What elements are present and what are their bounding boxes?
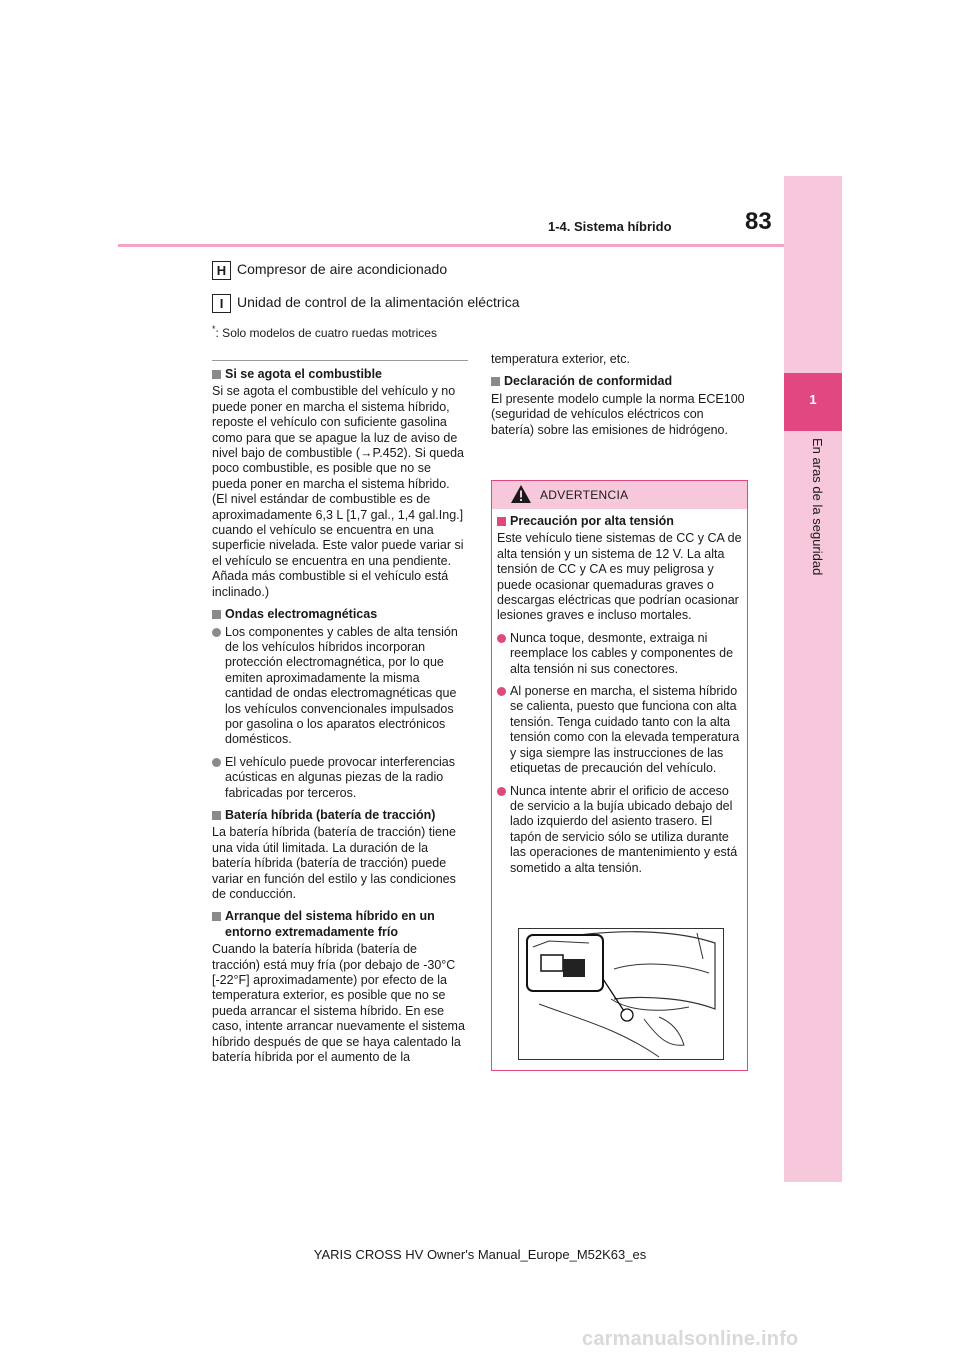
section-square-icon (212, 912, 221, 921)
warning-triangle-icon (510, 484, 532, 509)
component-item-i (212, 294, 520, 313)
fuel-heading: Si se agota el combustible (212, 367, 468, 382)
battery-heading: Batería híbrida (batería de tracción) (212, 808, 468, 823)
manual-footer: YARIS CROSS HV Owner's Manual_Europe_M52K63_es (313, 1247, 647, 1262)
component-label: Unidad de control de la alimentación eléctrica (237, 294, 520, 311)
section-square-icon (212, 370, 221, 379)
section-square-icon (491, 377, 500, 386)
component-key: H (212, 261, 231, 280)
high-voltage-text: Este vehículo tiene sistemas de CC y CA de alta tensión y un sistema de 12 V. La alta tensión de CC y CA es muy peligrosa y puede ocasionar quemaduras graves o descargas eléctricas que podrían ocasionar lesiones graves e incluso mortales. (497, 531, 742, 623)
waves-heading: Ondas electromagnéticas (212, 607, 468, 622)
bullet-dot-icon (497, 787, 506, 796)
section-square-icon (212, 610, 221, 619)
conformity-text: El presente modelo cumple la norma ECE100 (seguridad de vehículos eléctricos con batería) sobre las emisiones de hidrógeno. (491, 391, 745, 437)
warning-body (497, 514, 743, 883)
page-number: 83 (745, 208, 772, 235)
warning-title: ADVERTENCIA (540, 488, 629, 502)
component-item-h (212, 261, 447, 280)
header-rule (118, 244, 784, 247)
footnote-mark: * (212, 324, 216, 334)
warning-bullet-3: Nunca intente abrir el orificio de acceso de servicio a la bujía ubicado debajo del lado izquierdo del asiento trasero. El tapón de servicio sólo se utiliza durante las operaciones de mantenimiento y está sometido a alta tensión. (497, 784, 743, 876)
section-title: 1-4. Sistema híbrido (548, 219, 672, 234)
chapter-side-tab (784, 176, 842, 1182)
footnote-text: : Solo modelos de cuatro ruedas motrices (215, 326, 437, 340)
column-divider (212, 360, 468, 361)
bullet-dot-icon (497, 634, 506, 643)
waves-bullet-1: Los componentes y cables de alta tensión de los vehículos híbridos incorporan protección electromagnética, por lo que emiten aproximadamente la misma cantidad de ondas electromagnéticas que los vehículos convencionales impulsados por gasolina o los aparatos electrónicos domésticos. (212, 625, 468, 748)
component-label: Compresor de aire acondicionado (237, 261, 448, 278)
right-column (491, 352, 749, 445)
section-square-icon (212, 811, 221, 820)
bullet-dot-icon (212, 758, 221, 767)
warning-bullet-1: Nunca toque, desmonte, extraiga ni reemplace los cables y componentes de alta tensión ni sus conectores. (497, 631, 743, 677)
watermark: carmanualsonline.info (582, 1328, 799, 1350)
conformity-heading: Declaración de conformidad (491, 374, 749, 389)
service-plug-illustration (518, 928, 724, 1060)
cold-start-text: Cuando la batería híbrida (batería de tracción) está muy fría (por debajo de -30°C [-22°F] aproximadamente) por efecto de la temperatura exterior, es posible que no se pueda arrancar el sistema híbrido. En ese caso, intente arrancar nuevamente el sistema híbrido después de que se haya calentado la batería híbrida por el aumento de la (212, 942, 465, 1065)
cold-start-continued: temperatura exterior, etc. (491, 352, 630, 366)
warning-bullet-2: Al ponerse en marcha, el sistema híbrido se calienta, puesto que funciona con alta tensión. Tenga cuidado tanto con la alta tensión como con la elevada temperatura y siga siempre las instrucciones de las etiquetas de precaución del vehículo. (497, 684, 743, 776)
bullet-dot-icon (497, 687, 506, 696)
chapter-title: En aras de la seguridad (810, 438, 825, 576)
bullet-dot-icon (212, 628, 221, 637)
high-voltage-heading: Precaución por alta tensión (497, 514, 743, 529)
cold-start-heading: Arranque del sistema híbrido en un entorno extremadamente frío (212, 909, 468, 940)
left-column (212, 367, 468, 1072)
chapter-number: 1 (809, 392, 817, 407)
footnote (212, 324, 437, 340)
component-key: I (212, 294, 231, 313)
battery-text: La batería híbrida (batería de tracción) tiene una vida útil limitada. La duración de la batería híbrida (batería de tracción) puede variar en función del estilo y las condiciones de conducción. (212, 825, 456, 901)
section-square-icon (497, 517, 506, 526)
waves-bullet-2: El vehículo puede provocar interferencias acústicas en algunas piezas de la radio fabricadas por terceros. (212, 755, 468, 801)
fuel-text: Si se agota el combustible del vehículo y no puede poner en marcha el sistema híbrido, reposte el vehículo con suficiente gasolina como para que se apague la luz de aviso de nivel bajo de combustible (→P.452). Si queda poco combustible, es posible que no se pueda poner en marcha el sistema híbrido. (El nivel estándar de combustible es de aproximadamente 6,3 L [1,7 gal., 1,4 gal.Ing.] cuando el vehículo se encuentra en una superficie nivelada. Este valor puede variar si el vehículo se encuentra en una pendiente. Añada más combustible si el vehículo está inclinado.) (212, 384, 465, 599)
